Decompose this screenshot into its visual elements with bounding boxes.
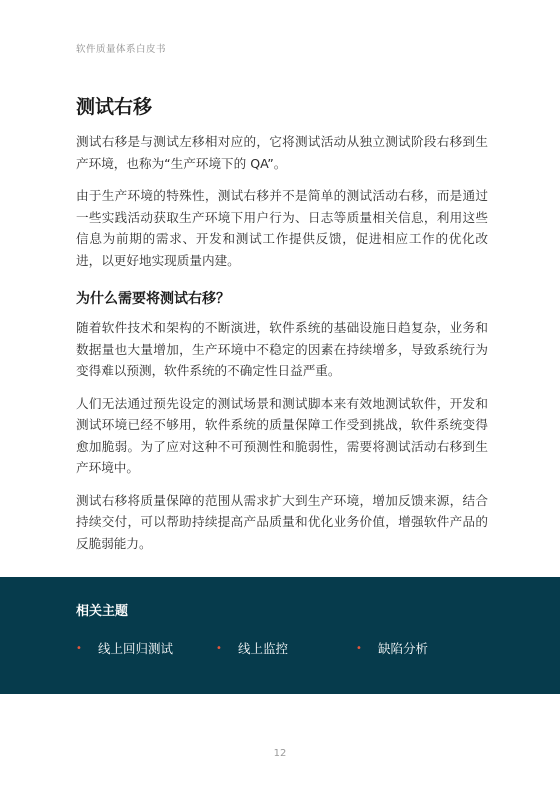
related-topic-online-monitoring[interactable] bbox=[216, 639, 356, 657]
running-header: 软件质量体系白皮书 bbox=[76, 44, 167, 55]
intro-paragraph-1: 测试右移是与测试左移相对应的，它将测试活动从独立测试阶段右移到生产环境，也称为“生产环境下的 QA”。 bbox=[76, 134, 488, 171]
page-title: 测试右移 bbox=[76, 96, 153, 118]
related-topic-defect-analysis[interactable] bbox=[356, 639, 496, 657]
related-topics-title: 相关主题 bbox=[76, 604, 129, 619]
related-topics-panel bbox=[0, 577, 560, 694]
section-paragraph-3: 测试右移将质量保障的范围从需求扩大到生产环境，增加反馈来源，结合持续交付，可以帮助持续提高产品质量和优化业务价值，增强软件产品的反脆弱能力。 bbox=[76, 492, 488, 551]
related-topic-label: 缺陷分析 bbox=[378, 641, 429, 656]
article-body bbox=[76, 95, 488, 565]
related-topic-label: 线上监控 bbox=[238, 641, 289, 656]
section-paragraph-2: 人们无法通过预先设定的测试场景和测试脚本来有效地测试软件，开发和测试环境已经不够用，软件系统的质量保障工作受到挑战，软件系统变得愈加脆弱。为了应对这种不可预测性和脆弱性，需要将测试活动右移到生产环境中。 bbox=[76, 395, 488, 475]
bullet-icon: • bbox=[76, 642, 82, 654]
related-topic-label: 线上回归测试 bbox=[98, 641, 174, 656]
section-heading: 为什么需要将测试右移？ bbox=[76, 291, 230, 307]
bullet-icon: • bbox=[356, 642, 362, 654]
intro-paragraph-2: 由于生产环境的特殊性，测试右移并不是简单的测试活动右移，而是通过一些实践活动获取生产环境下用户行为、日志等质量相关信息，利用这些信息为前期的需求、开发和测试工作提供反馈，促进相应工作的优化改进，以更好地实现质量内建。 bbox=[76, 188, 488, 268]
section-paragraph-1: 随着软件技术和架构的不断演进，软件系统的基础设施日趋复杂，业务和数据量也大量增加，生产环境中不稳定的因素在持续增多，导致系统行为变得难以预测，软件系统的不确定性日益严重。 bbox=[76, 320, 488, 378]
bullet-icon: • bbox=[216, 642, 222, 654]
page-number: 12 bbox=[273, 748, 287, 759]
related-topic-online-regression-test[interactable] bbox=[76, 639, 216, 657]
related-topics-list bbox=[76, 639, 496, 657]
